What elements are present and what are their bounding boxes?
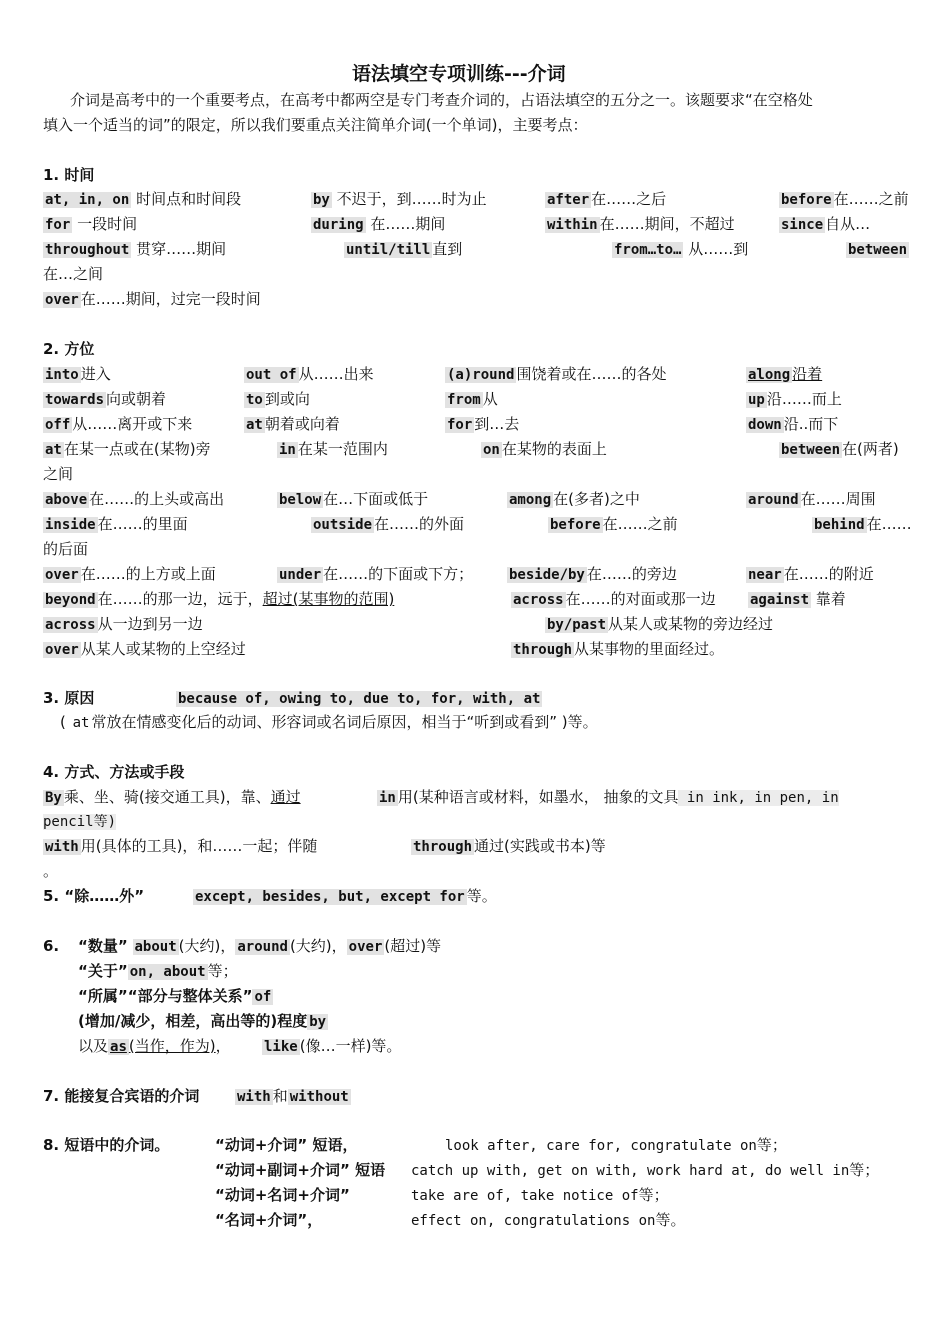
prep-meaning: 在某一范围内 [297, 440, 388, 458]
s2-item [244, 388, 310, 410]
prep-meaning: 在……的附近 [783, 565, 874, 583]
phrase-type-label: “动词+副词+介词” 短语 [215, 1161, 386, 1179]
prep-meaning: (大约)， [289, 937, 347, 955]
s2-item [445, 388, 498, 410]
prep-term: at [45, 442, 62, 458]
prep-term: by [309, 1014, 327, 1030]
s1-item [545, 213, 735, 235]
prep-term: during [313, 217, 364, 233]
s2-item [481, 438, 607, 460]
section-1-heading: 1. 时间 [43, 166, 95, 184]
prep-term: on [483, 442, 500, 458]
phrase-example-text: catch up with, get on with, work hard at, do well in [411, 1163, 850, 1179]
prep-term: until/till [346, 242, 431, 258]
prep-term: to [246, 392, 263, 408]
s2-item [545, 613, 773, 635]
prep-meaning: 直到 [432, 240, 463, 258]
prep-meaning: 在(多者)之中 [553, 490, 640, 508]
prep-meaning: (超过)等 [384, 937, 442, 955]
phrase-examples [445, 1134, 787, 1156]
prep-meaning: 自从… [825, 215, 871, 233]
prep-term: against [750, 592, 810, 608]
prep-meaning: 在……周围 [800, 490, 876, 508]
prep-meaning: 在某一点或在(某物)旁 [63, 440, 211, 458]
s2-item [445, 413, 519, 435]
prep-meaning: 在…下面或低于 [323, 490, 429, 508]
s2-item [43, 638, 246, 660]
section-7-heading: 7. 能接复合宾语的介词 [43, 1087, 200, 1105]
prep-meaning: 在……的上方或上面 [80, 565, 216, 583]
prep-term: because of, owing to, due to, for, with, at [178, 691, 541, 707]
s6-line-5-like [262, 1035, 401, 1057]
s2-item [779, 438, 899, 460]
prep-meaning: 在……期间，不超过 [599, 215, 735, 233]
s2-item [43, 488, 224, 510]
separator: ， [215, 1037, 231, 1055]
prep-meaning: 时间点和时间段 [131, 190, 242, 208]
prep-meaning: 在……的对面或那一边 [565, 590, 716, 608]
s2-item [244, 413, 340, 435]
prep-term: in [279, 442, 296, 458]
s2-item [43, 513, 188, 535]
s2-item [746, 388, 842, 410]
connector-text: 和 [272, 1087, 288, 1105]
s1-item [344, 238, 462, 260]
s1-item [779, 213, 870, 235]
prep-term: beyond [45, 592, 96, 608]
s2-item [43, 588, 394, 610]
s6-line-2 [78, 960, 238, 982]
prep-meaning: 从某人或某物的上空经过 [80, 640, 246, 658]
s2-item [746, 363, 822, 385]
prep-term: through [413, 839, 473, 855]
prep-meaning: 在……期间 [365, 215, 446, 233]
prep-meaning: 用(具体的工具)，和……一起；伴随 [80, 837, 318, 855]
prep-term: below [279, 492, 322, 508]
prep-meaning: 在……之前 [833, 190, 909, 208]
prep-term: between [848, 242, 908, 258]
prep-meaning: 在……的旁边 [586, 565, 677, 583]
s2-item [43, 388, 166, 410]
prep-term: like [264, 1039, 298, 1055]
s2-item [43, 413, 192, 435]
s2-item [746, 413, 838, 435]
prep-meaning: 在……的里面 [97, 515, 188, 533]
prep-term: from…to… [614, 242, 682, 258]
note-text: 常放在情感变化后的动词、形容词或名词后原因，相当于“听到或看到” )等。 [91, 713, 598, 731]
s2-item [746, 563, 874, 585]
prep-term: over [45, 292, 79, 308]
section-8-heading: 8. 短语中的介词。 [43, 1136, 170, 1154]
prep-term: before [550, 517, 601, 533]
prep-term: across [45, 617, 96, 633]
section-3-note [60, 711, 598, 733]
s6-line-5 [78, 1035, 231, 1057]
s6-label: “关于” [78, 962, 128, 980]
prep-meaning: 在……的那一边，远于， [97, 590, 263, 608]
prep-meaning: (大约)， [178, 937, 236, 955]
prep-meaning: 的后面 [43, 540, 89, 558]
s2-item [445, 363, 666, 385]
prep-meaning: 靠着 [811, 590, 846, 608]
prep-meaning: 通过(实践或书本)等 [474, 837, 606, 855]
prep-term: on, about [129, 964, 206, 980]
s1-item [43, 238, 226, 260]
note-open: ( [60, 713, 71, 731]
prep-meaning: 一段时间 [72, 215, 138, 233]
prep-meaning: 在(两者) [842, 440, 899, 458]
prep-term: in [379, 790, 396, 806]
prep-meaning: (像…一样)等。 [299, 1037, 402, 1055]
phrase-example-text: effect on, congratulations on [411, 1213, 656, 1229]
prep-meaning: 在…… [866, 515, 912, 533]
section-5-words [193, 885, 497, 907]
tail-text: 等； [849, 1161, 880, 1179]
s6-line-4 [78, 1010, 328, 1032]
s2-item [812, 513, 912, 535]
prep-term: with [237, 1089, 271, 1105]
prep-term: under [279, 567, 322, 583]
prep-meaning: 到…去 [474, 415, 520, 433]
s2-item [43, 363, 111, 385]
phrase-example-text: take are of, take notice of [411, 1188, 639, 1204]
s2-item [311, 513, 464, 535]
prep-meaning: 到或向 [264, 390, 310, 408]
phrase-type-label: “动词+介词” 短语， [215, 1136, 358, 1154]
prep-meaning: 用(某种语言或材料，如墨水， 抽象的文具 [397, 788, 679, 806]
prep-meaning: 在……的外面 [374, 515, 465, 533]
prep-term: towards [45, 392, 105, 408]
prep-term: except, besides, but, except for [195, 889, 465, 905]
tail-text: 等。 [466, 887, 497, 905]
s2-item [507, 563, 677, 585]
section-7-words [235, 1085, 351, 1107]
prep-meaning: 从……离开或下来 [72, 415, 193, 433]
s1-item [545, 188, 666, 210]
prep-meaning: 从某人或某物的旁边经过 [608, 615, 774, 633]
prep-meaning: 从某事物的里面经过。 [574, 640, 725, 658]
prep-term: beside/by [509, 567, 585, 583]
prep-term: over [348, 939, 383, 955]
prep-term: within [547, 217, 598, 233]
prep-meaning: 向或朝着 [106, 390, 167, 408]
s1-item [43, 288, 261, 310]
tail-text: 等； [638, 1186, 669, 1204]
prep-term: around [237, 939, 288, 955]
s2-item [748, 588, 846, 610]
prep-meaning-underlined: 超过(某事物的范围) [262, 590, 395, 608]
s2-item [511, 638, 724, 660]
s1-item [779, 188, 909, 210]
s2-item [244, 363, 374, 385]
prep-term: By [45, 790, 62, 806]
s2-item [43, 613, 203, 635]
prep-term: across [513, 592, 564, 608]
prep-meaning: 进入 [80, 365, 111, 383]
s4-item [411, 835, 606, 857]
prep-meaning: 不迟于，到……时为止 [331, 190, 487, 208]
prep-term: off [45, 417, 71, 433]
s6-label: 以及 [78, 1037, 109, 1055]
prep-meaning: 贯穿……期间 [131, 240, 227, 258]
prep-term: inside [45, 517, 96, 533]
section-7-line [43, 1085, 199, 1107]
phrase-examples [411, 1159, 879, 1181]
prep-examples: in ink, in pen, in [678, 790, 839, 806]
page-title: 语法填空专项训练---介词 [352, 63, 566, 85]
prep-meaning: 之间 [43, 465, 74, 483]
prep-term: for [45, 217, 71, 233]
prep-term: behind [814, 517, 865, 533]
s2-item [43, 463, 73, 485]
prep-examples: pencil等) [43, 814, 117, 830]
s2-item [43, 563, 216, 585]
s6-line-3 [78, 985, 273, 1007]
prep-term: since [781, 217, 824, 233]
prep-term: at [72, 715, 90, 731]
prep-term: from [447, 392, 481, 408]
phrase-type-label: “名词+介词”， [215, 1211, 323, 1229]
prep-meaning: 在……之前 [602, 515, 678, 533]
prep-meaning: 沿……而上 [766, 390, 842, 408]
prep-term: at, in, on [45, 192, 130, 208]
prep-meaning: 在某物的表面上 [501, 440, 607, 458]
prep-term: along [748, 367, 791, 383]
prep-meaning: 乘、坐、骑(接交通工具)，靠、 [63, 788, 271, 806]
s4-item [43, 786, 301, 808]
s2-item [277, 563, 473, 585]
prep-term: near [748, 567, 782, 583]
phrase-examples [411, 1184, 669, 1206]
prep-term: above [45, 492, 88, 508]
s2-item [548, 513, 678, 535]
intro-line-1: 介词是高考中的一个重要考点，在高考中都两空是专门考查介词的，占语法填空的五分之一。该题要求“在空格处 [70, 91, 813, 109]
s2-item [511, 588, 716, 610]
s1-item [846, 238, 909, 260]
s1-item [43, 263, 103, 285]
prep-term: after [547, 192, 590, 208]
prep-meaning: (当作，作为) [128, 1037, 216, 1055]
phrase-example-text: look after, care for, congratulate on [445, 1138, 757, 1154]
prep-meaning: 从 [482, 390, 498, 408]
s1-item [43, 213, 137, 235]
prep-term: as [110, 1039, 127, 1055]
prep-term: of [254, 989, 272, 1005]
s2-item [277, 438, 388, 460]
section-5-line [43, 885, 144, 907]
s1-item [311, 213, 445, 235]
s1-item [311, 188, 487, 210]
section-4-heading: 4. 方式、方法或手段 [43, 763, 185, 781]
prep-term: down [748, 417, 782, 433]
section-6-number: 6. [43, 937, 60, 955]
s2-item [277, 488, 428, 510]
prep-term: into [45, 367, 79, 383]
prep-term: around [748, 492, 799, 508]
s2-item [507, 488, 640, 510]
section-3-line [43, 687, 94, 709]
prep-term: for [447, 417, 473, 433]
prep-meaning: 沿..而下 [783, 415, 839, 433]
s2-item [43, 538, 88, 560]
prep-meaning: 在……期间，过完一段时间 [80, 290, 261, 308]
prep-meaning-underlined: 通过 [270, 788, 301, 806]
phrase-type-label: “动词+名词+介词” [215, 1186, 350, 1204]
prep-term: through [513, 642, 573, 658]
prep-term: outside [313, 517, 373, 533]
prep-meaning: 在……的上头或高出 [89, 490, 225, 508]
s6-label: “所属”“部分与整体关系” [78, 987, 253, 1005]
prep-meaning: 围饶着或在……的各处 [516, 365, 667, 383]
prep-meaning: 沿着 [792, 365, 823, 383]
prep-term: about [134, 939, 177, 955]
prep-term: between [781, 442, 841, 458]
prep-term: throughout [45, 242, 130, 258]
s4-item [377, 786, 839, 808]
prep-term: among [509, 492, 552, 508]
s4-item-cont [43, 810, 116, 832]
prep-term: up [748, 392, 765, 408]
phrase-examples [411, 1209, 685, 1231]
tail-text: 等。 [655, 1211, 686, 1229]
prep-meaning: 朝着或向着 [264, 415, 340, 433]
section-2-heading: 2. 方位 [43, 340, 95, 358]
tail-text: 等； [207, 962, 238, 980]
prep-meaning: 从……到 [683, 240, 749, 258]
prep-meaning: 从一边到另一边 [97, 615, 203, 633]
prep-term: (a)round [447, 367, 515, 383]
section-3-heading: 3. 原因 [43, 689, 95, 707]
prep-meaning: 在…之间 [43, 265, 104, 283]
s1-item [43, 188, 241, 210]
s6-label: (增加/减少，相差，高出等的)程度 [78, 1012, 308, 1030]
prep-term: out of [246, 367, 297, 383]
s2-item [746, 488, 876, 510]
s6-line-1 [78, 935, 441, 957]
s6-label: “数量” [78, 937, 128, 955]
prep-term: by [313, 192, 330, 208]
s4-item [43, 835, 317, 857]
prep-meaning: 从……出来 [298, 365, 374, 383]
section-5-heading: 5. “除……外” [43, 887, 145, 905]
prep-term: without [289, 1089, 349, 1105]
prep-meaning: 在……之后 [591, 190, 667, 208]
s1-item [612, 238, 748, 260]
s4-end-dot: 。 [43, 862, 59, 880]
intro-line-2: 填入一个适当的词”的限定，所以我们要重点关注简单介词(一个单词)，主要考点： [43, 116, 588, 134]
prep-term: before [781, 192, 832, 208]
prep-term: with [45, 839, 79, 855]
prep-term: by/past [547, 617, 607, 633]
prep-term: over [45, 642, 79, 658]
prep-term: over [45, 567, 79, 583]
prep-meaning: 在……的下面或下方； [323, 565, 474, 583]
s2-item [43, 438, 211, 460]
tail-text: 等； [756, 1136, 787, 1154]
section-3-words [176, 687, 542, 709]
prep-term: at [246, 417, 263, 433]
